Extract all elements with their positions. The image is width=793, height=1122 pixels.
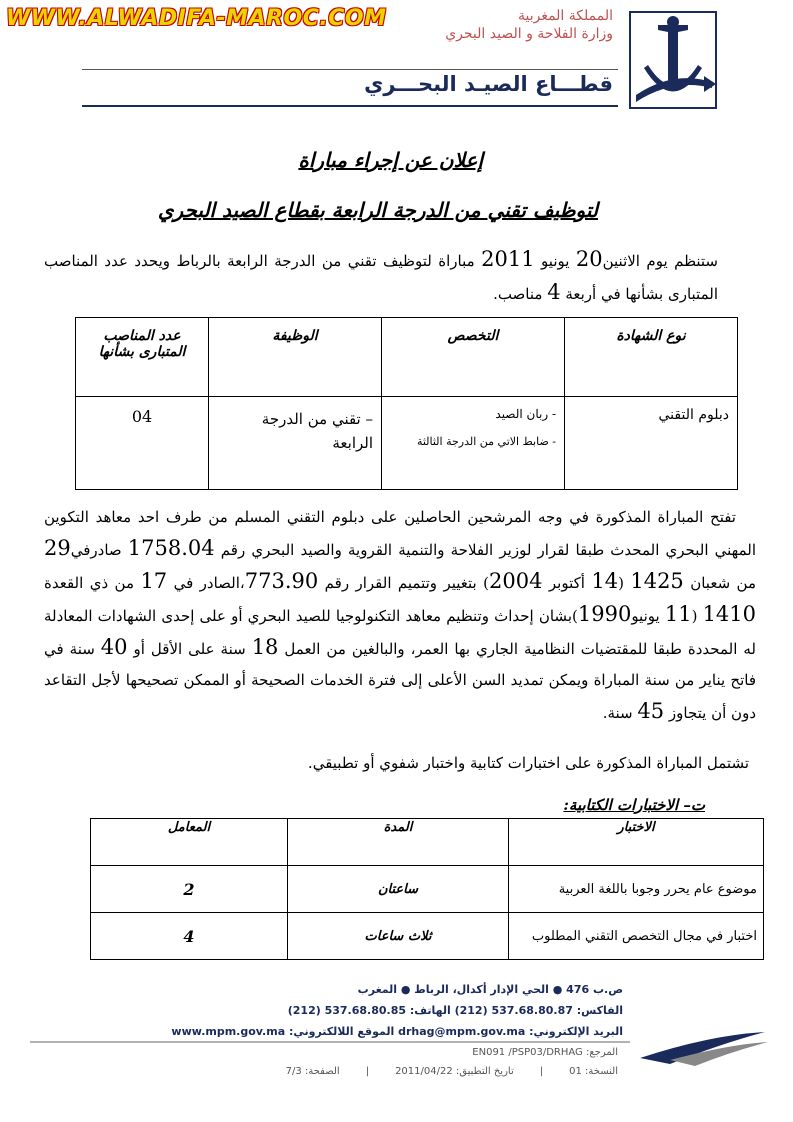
- body-number: 45: [637, 699, 665, 723]
- body-text: يونيو: [631, 607, 665, 625]
- header-diploma: نوع الشهادة: [565, 318, 738, 397]
- body-number: 17: [140, 569, 168, 593]
- exams-sentence: تشتمل المباراة المذكورة على اختبارات كتابية واختبار شفوي أو تطبيقي.: [307, 754, 749, 772]
- body-number: 18: [251, 635, 279, 659]
- body-number: 2004: [489, 569, 543, 593]
- body-text: صادرفي: [70, 541, 128, 559]
- eligibility-paragraph: [44, 502, 756, 729]
- watermark-text: WWW.ALWADIFA-MAROC.COM: [6, 6, 387, 31]
- intro-day: 20: [575, 247, 603, 271]
- body-number: 11: [664, 602, 692, 626]
- body-text: )بشان إحداث وتنظيم معاهد التكنولوجيا للصيد البحري أو على إحدى الشهادات المعادلة له المحددة طبقا للمقتضيات النظامية الجاري بها العمر، والبالغين من العمل: [44, 607, 756, 658]
- header-specialty: التخصص: [382, 318, 565, 397]
- kingdom-label: المملكة المغربية: [517, 8, 613, 24]
- cell-coefficient: 2: [91, 866, 288, 913]
- body-text: أكتوبر: [542, 574, 592, 592]
- body-text: تفتح المباراة المذكورة في وجه المرشحين الحاصلين على دبلوم التقني المسلم من طرف احد معاهد التكوين المهني البحري المحدث طبقا لقرار لوزير الفلاحة والتنمية القروية والصيد البحري رقم: [44, 508, 757, 559]
- intro-count: 4: [547, 280, 561, 304]
- body-text: (: [618, 574, 631, 592]
- footer-email-web: البريد الإلكتروني: drhag@mpm.gov.ma الموقع اللالكتروني: www.mpm.gov.ma: [171, 1025, 623, 1038]
- table-row: [91, 866, 764, 913]
- footer-version: النسخة: 01: [569, 1066, 618, 1077]
- header-positions: عدد المناصب المتبارى بشأنها: [76, 318, 209, 397]
- sector-title: قطـــاع الصيـد البحـــري: [364, 72, 613, 96]
- body-text: سنة على الأقل أو: [127, 640, 252, 658]
- header-coefficient: المعامل: [91, 819, 288, 866]
- body-text: سنة.: [602, 704, 638, 722]
- header-exam: الاختبار: [509, 819, 764, 866]
- body-text: من ذي القعدة: [44, 574, 141, 592]
- body-number: 773.90: [244, 569, 319, 593]
- cell-coefficient: 4: [91, 913, 288, 960]
- body-number: 40: [100, 635, 128, 659]
- intro-text-1: ستنظم يوم الاثنين: [602, 252, 718, 270]
- body-text: من شعبان: [683, 574, 757, 592]
- footer-doc-info: [286, 1066, 618, 1077]
- specialty-item: - ربان الصيد: [495, 407, 556, 421]
- ministry-logo-icon: [628, 10, 718, 110]
- intro-paragraph: [44, 244, 718, 310]
- specialty-item: - ضابط الاتي من الدرجة الثالثة: [416, 435, 556, 448]
- written-exams-label: [563, 796, 705, 814]
- cell-diploma: دبلوم التقني: [565, 397, 738, 490]
- footer-applied-date: تاريخ التطبيق: 2011/04/22: [395, 1066, 514, 1077]
- footer-separator: |: [365, 1066, 370, 1077]
- header-job: الوظيفة: [209, 318, 382, 397]
- footer-reference: المرجع: EN091 /PSP03/DRHAG: [472, 1047, 618, 1058]
- body-number: 14: [591, 569, 619, 593]
- written-exams-table: [90, 818, 764, 960]
- body-number: 29: [44, 536, 71, 560]
- table-row: [91, 913, 764, 960]
- footer-swoosh-icon: [30, 1030, 770, 1070]
- body-number: 1425: [630, 569, 684, 593]
- announcement-title: إعلان عن إجراء مباراة: [298, 148, 483, 172]
- body-number: 1410: [702, 602, 757, 626]
- intro-text-4: مناصب.: [493, 285, 548, 303]
- cell-exam: موضوع عام يحرر وجوبا باللغة العربية: [509, 866, 764, 913]
- written-exams-label-text: ت– الاختبارات الكتابية:: [563, 796, 705, 814]
- body-text: (: [691, 607, 703, 625]
- body-text: ) بتغيير وتتميم القرار رقم: [318, 574, 489, 592]
- footer-fax-phone: الفاكس: 537.68.80.87 (212) الهاتف: 537.68.80.85 (212): [287, 1004, 623, 1017]
- intro-year: 2011: [481, 247, 535, 271]
- cell-duration: ثلاث ساعات: [288, 913, 509, 960]
- announcement-subtitle: لتوظيف تقني من الدرجة الرابعة بقطاع الصيد البحري: [157, 198, 598, 222]
- header-divider: [82, 69, 618, 70]
- header-duration: المدة: [288, 819, 509, 866]
- header-divider-bottom: [82, 105, 618, 107]
- body-text: سنة في فاتح يناير من سنة المباراة ويمكن تمديد السن الأعلى إلى فترة الخدمات الصحيحة أو الممكن تصحيحها لأجل التقاعد دون أن يتجاوز: [44, 640, 756, 722]
- intro-text-2: يونيو: [534, 252, 576, 270]
- intro-text-3: مباراة لتوظيف تقني من الدرجة الرابعة بالرباط ويحدد عدد المناصب المتبارى بشأنها في أربعة: [44, 252, 718, 303]
- cell-job: – تقني من الدرجة الرابعة: [209, 397, 382, 490]
- positions-table: [75, 317, 738, 490]
- footer-address: ص.ب 476 ● الحي الإدار أكدال، الرباط ● المغرب: [357, 983, 623, 996]
- ministry-label: وزارة الفلاحة و الصيد البحري: [445, 26, 613, 42]
- body-number: 1990: [577, 602, 632, 626]
- cell-positions: 04: [76, 397, 209, 490]
- body-text: ،الصادر في: [167, 574, 245, 592]
- cell-specialty: [382, 397, 565, 490]
- cell-duration: ساعتان: [288, 866, 509, 913]
- footer-page: الصفحة: 7/3: [285, 1066, 340, 1077]
- footer-separator: |: [539, 1066, 544, 1077]
- cell-exam: اختبار في مجال التخصص التقني المطلوب: [509, 913, 764, 960]
- body-number: 1758.04: [127, 536, 215, 560]
